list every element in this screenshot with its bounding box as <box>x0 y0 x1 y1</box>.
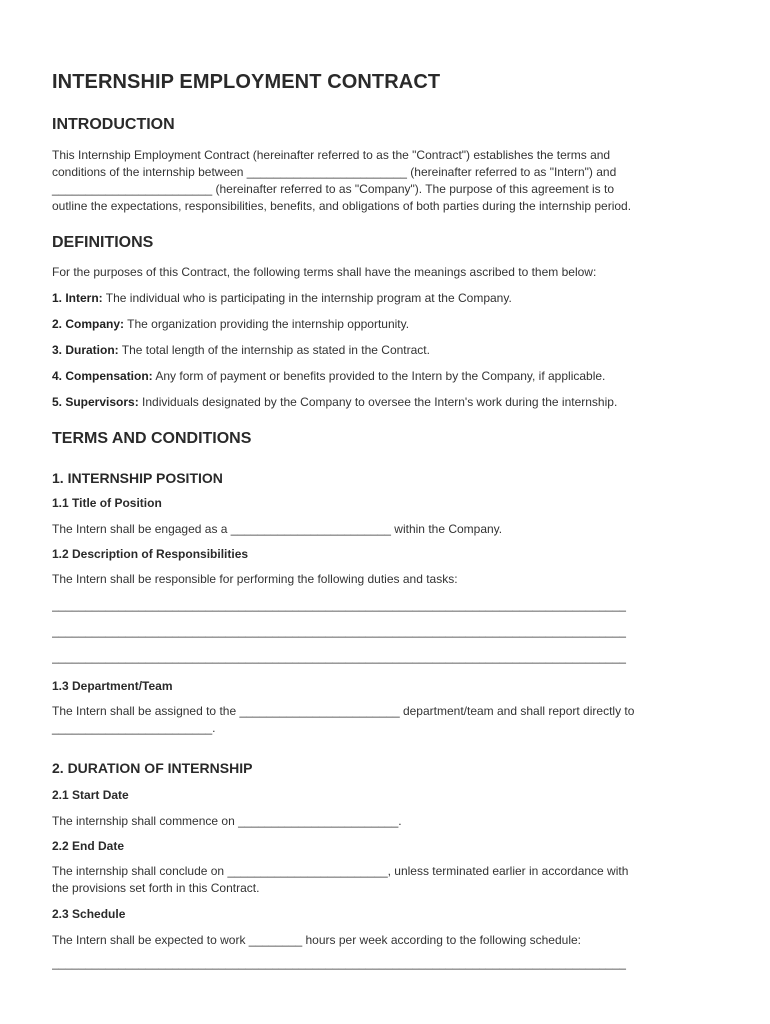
start-date-heading: 2.1 Start Date <box>52 788 129 802</box>
end-date-heading: 2.2 End Date <box>52 839 125 853</box>
introduction-line: ________________________ (hereinafter referred to as "Company"). The purpose of this agreement is to <box>52 182 615 196</box>
introduction-line: outline the expectations, responsibilities, benefits, and obligations of both parties during the internship period. <box>52 199 632 213</box>
title-of-position-heading: 1.1 Title of Position <box>52 496 162 510</box>
definition-text: Individuals designated by the Company to oversee the Intern's work during the internship. <box>138 395 618 409</box>
definition-text: The individual who is participating in the internship program at the Company. <box>102 291 512 305</box>
department-heading: 1.3 Department/Team <box>52 679 173 693</box>
start-date-text: The internship shall commence on ________________________. <box>52 814 402 828</box>
terms-heading: TERMS AND CONDITIONS <box>52 430 252 447</box>
responsibilities-text: The Intern shall be responsible for performing the following duties and tasks: <box>52 572 458 586</box>
definitions-list <box>52 290 720 411</box>
definition-term: 4. Compensation: <box>52 369 153 383</box>
introduction-line: conditions of the internship between ________________________ (hereinafter referred to as "Intern") and <box>52 165 617 179</box>
contract-page <box>52 68 720 972</box>
duration-heading: 2. DURATION OF INTERNSHIP <box>52 760 253 776</box>
department-paragraph <box>52 703 720 737</box>
definition-item <box>52 394 720 411</box>
document-title: INTERNSHIP EMPLOYMENT CONTRACT <box>52 71 441 93</box>
definitions-intro: For the purposes of this Contract, the following terms shall have the meanings ascribed to them below: <box>52 265 597 279</box>
department-line: ________________________. <box>52 721 216 735</box>
department-line: The Intern shall be assigned to the ________________________ department/team and shall report directly to <box>52 704 635 718</box>
responsibilities-blank-line: ______________________________________________________________________________________ <box>52 598 626 612</box>
definition-term: 5. Supervisors: <box>52 395 139 409</box>
end-date-line: the provisions set forth in this Contract. <box>52 881 260 895</box>
introduction-paragraph <box>52 147 720 215</box>
end-date-paragraph <box>52 863 720 897</box>
definition-term: 1. Intern: <box>52 291 103 305</box>
responsibilities-heading: 1.2 Description of Responsibilities <box>52 547 249 561</box>
definitions-heading: DEFINITIONS <box>52 234 154 251</box>
definition-item <box>52 316 720 333</box>
responsibilities-blank-line: ______________________________________________________________________________________ <box>52 650 626 664</box>
schedule-heading: 2.3 Schedule <box>52 907 126 921</box>
definition-text: The organization providing the internship opportunity. <box>124 317 410 331</box>
definition-term: 2. Company: <box>52 317 125 331</box>
end-date-line: The internship shall conclude on ________________________, unless terminated earlier in accordance with <box>52 864 629 878</box>
introduction-heading: INTRODUCTION <box>52 116 175 133</box>
title-of-position-text: The Intern shall be engaged as a ________________________ within the Company. <box>52 522 503 536</box>
definition-item <box>52 368 720 385</box>
responsibilities-blank-line: ______________________________________________________________________________________ <box>52 624 626 638</box>
introduction-line: This Internship Employment Contract (hereinafter referred to as the "Contract") establishes the terms and <box>52 148 611 162</box>
definition-item <box>52 342 720 359</box>
definition-text: The total length of the internship as stated in the Contract. <box>118 343 430 357</box>
definition-item <box>52 290 720 307</box>
position-heading: 1. INTERNSHIP POSITION <box>52 470 223 486</box>
schedule-text: The Intern shall be expected to work ________ hours per week according to the following schedule: <box>52 933 581 947</box>
definition-term: 3. Duration: <box>52 343 119 357</box>
schedule-blank-line: ______________________________________________________________________________________ <box>52 956 626 970</box>
definition-text: Any form of payment or benefits provided to the Intern by the Company, if applicable. <box>152 369 606 383</box>
